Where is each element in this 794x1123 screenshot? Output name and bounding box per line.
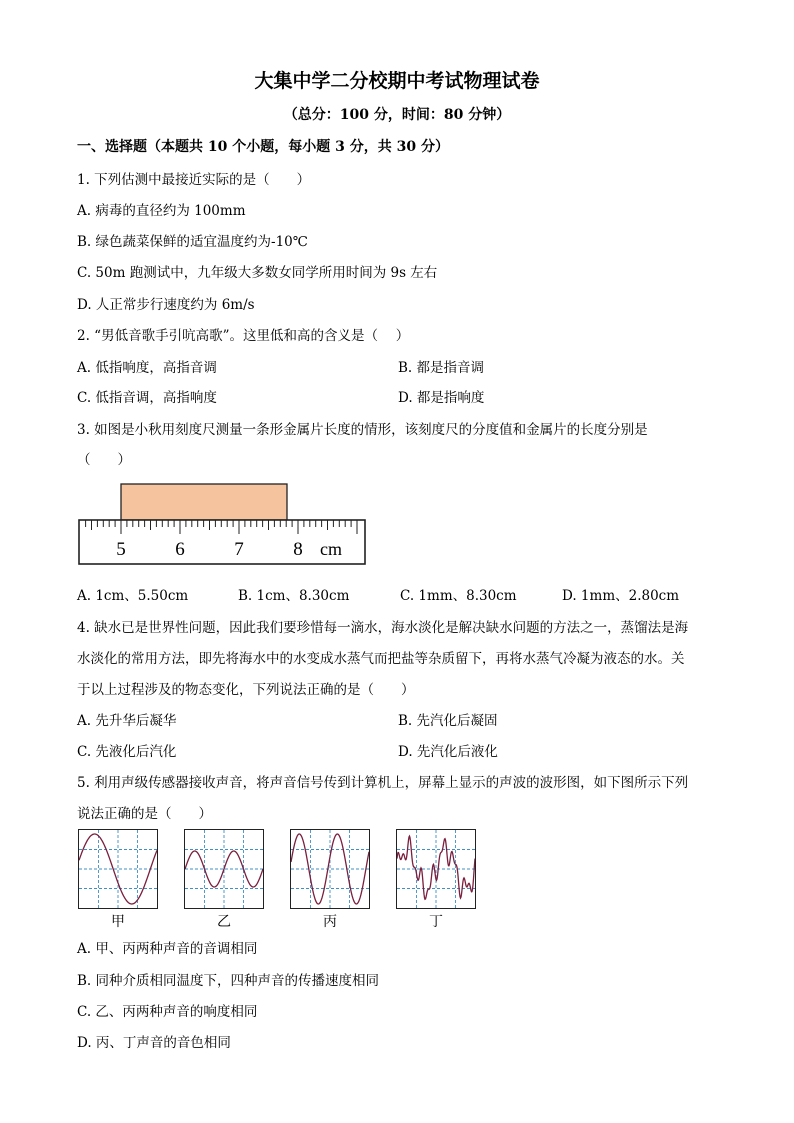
question-2-option-c: C. 低指音调，高指响度 (77, 390, 217, 406)
ruler-label-6: 6 (175, 539, 185, 560)
question-5-stem-cont: 说法正确的是（ ） (77, 806, 212, 822)
waveform-label-yi: 乙 (217, 914, 231, 930)
question-5-option-c: C. 乙、丙两种声音的响度相同 (77, 1004, 258, 1020)
question-4-option-a: A. 先升华后凝华 (77, 713, 177, 729)
question-1-option-b: B. 绿色蔬菜保鲜的适宜温度约为-10℃ (77, 234, 308, 250)
question-5-stem: 5. 利用声级传感器接收声音，将声音信号传到计算机上，屏幕上显示的声波的波形图，如下图所示下列 (77, 775, 689, 791)
waveform-label-bing: 丙 (323, 914, 337, 930)
question-1-option-d: D. 人正常步行速度约为 6m/s (77, 297, 255, 313)
question-4-option-c: C. 先液化后汽化 (77, 744, 177, 760)
waveform-bing (290, 829, 370, 909)
waveform-label-ding: 丁 (429, 914, 443, 930)
ruler-figure (76, 482, 370, 568)
waveform-ding (396, 829, 476, 909)
waveform-label-jia: 甲 (111, 914, 125, 930)
question-2-stem: 2. “男低音歌手引吭高歌”。这里低和高的含义是（ ） (77, 328, 410, 344)
question-3-stem-cont: （ ） (77, 452, 131, 468)
question-4-option-d: D. 先汽化后液化 (398, 744, 498, 760)
question-1-option-a: A. 病毒的直径约为 100mm (77, 203, 246, 219)
question-5-option-d: D. 丙、丁声音的音色相同 (77, 1035, 231, 1051)
question-2-option-d: D. 都是指响度 (398, 390, 485, 406)
section-heading: 一、选择题（本题共 10 个小题，每小题 3 分，共 30 分） (77, 139, 449, 155)
ruler-label-8: 8 (293, 539, 303, 560)
exam-info: （总分：100 分，时间：80 分钟） (283, 107, 511, 123)
question-1-stem: 1. 下列估测中最接近实际的是（ ） (77, 172, 311, 188)
question-4-stem: 4. 缺水已是世界性问题，因此我们要珍惜每一滴水，海水淡化是解决缺水问题的方法之一，蒸馏法是海 (77, 620, 689, 636)
question-3-option-d: D. 1mm、2.80cm (562, 588, 680, 604)
question-1-option-c: C. 50m 跑测试中，九年级大多数女同学所用时间为 9s 左右 (77, 265, 438, 281)
ruler-label-5: 5 (116, 539, 126, 560)
question-3-option-c: C. 1mm、8.30cm (400, 588, 517, 604)
page-title: 大集中学二分校期中考试物理试卷 (254, 70, 540, 92)
metal-strip (121, 484, 287, 520)
question-5-option-a: A. 甲、丙两种声音的音调相同 (77, 941, 258, 957)
question-4-stem-cont2: 于以上过程涉及的物态变化，下列说法正确的是（ ） (77, 682, 415, 698)
question-4-option-b: B. 先汽化后凝固 (398, 713, 498, 729)
question-3-option-a: A. 1cm、5.50cm (77, 588, 189, 604)
question-3-stem: 3. 如图是小秋用刻度尺测量一条形金属片长度的情形，该刻度尺的分度值和金属片的长度分别是 (77, 422, 648, 438)
question-4-stem-cont: 水淡化的常用方法，即先将海水中的水变成水蒸气而把盐等杂质留下，再将水蒸气冷凝为液态的水。关 (77, 651, 685, 667)
question-5-option-b: B. 同种介质相同温度下，四种声音的传播速度相同 (77, 973, 380, 989)
question-2-option-b: B. 都是指音调 (398, 360, 485, 376)
ruler-label-7: 7 (234, 539, 244, 560)
question-2-option-a: A. 低指响度，高指音调 (77, 360, 217, 376)
waveform-jia (78, 829, 158, 909)
question-3-option-b: B. 1cm、8.30cm (238, 588, 350, 604)
ruler-unit: cm (320, 539, 342, 559)
waveform-yi (184, 829, 264, 909)
